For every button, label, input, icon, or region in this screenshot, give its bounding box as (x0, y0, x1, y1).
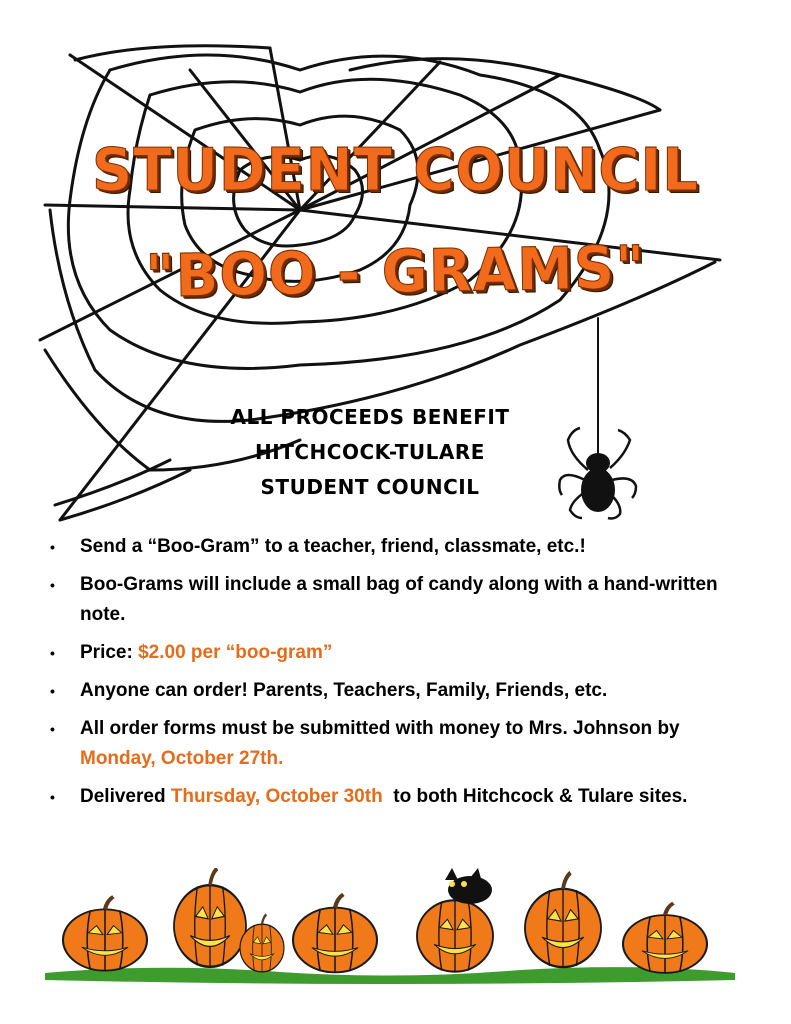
price-label: Price: (80, 642, 139, 663)
pumpkins-illustration (40, 868, 740, 988)
pumpkin-icon (63, 897, 147, 971)
page-title: STUDENT COUNCIL (92, 136, 699, 205)
list-item (50, 676, 750, 706)
list-item (50, 638, 750, 668)
bullet-text: Delivered (80, 786, 171, 807)
proceeds-line-2: HITCHCOCK-TULARE (255, 440, 485, 464)
delivery-date: Thursday, October 30th (170, 786, 383, 807)
deadline-date: Monday, October 27th. (80, 748, 284, 769)
list-item (50, 782, 750, 812)
proceeds-line-3: STUDENT COUNCIL (260, 475, 480, 499)
bullet-text: Send a “Boo-Gram” to a teacher, friend, classmate, etc.! (80, 536, 586, 557)
pumpkin-icon (293, 894, 377, 972)
price-value: $2.00 per “boo-gram” (138, 642, 333, 663)
list-item (50, 570, 750, 630)
pumpkin-icon (623, 903, 707, 973)
details-list (50, 532, 750, 820)
proceeds-line-1: ALL PROCEEDS BENEFIT (230, 405, 510, 429)
bullet-text: to both Hitchcock & Tulare sites. (382, 786, 688, 807)
pumpkin-icon (174, 868, 246, 966)
bullet-text: All order forms must be submitted with money to Mrs. Johnson by (80, 718, 680, 739)
cat-icon (445, 868, 492, 904)
bullet-text: Boo-Grams will include a small bag of candy along with a hand-written note. (80, 574, 718, 625)
list-item (50, 714, 750, 774)
page-subtitle: "BOO - GRAMS" (144, 233, 647, 312)
proceeds-notice (200, 400, 540, 505)
bullet-text: Anyone can order! Parents, Teachers, Family, Friends, etc. (80, 680, 608, 701)
list-item (50, 532, 750, 562)
pumpkin-icon (525, 873, 601, 967)
